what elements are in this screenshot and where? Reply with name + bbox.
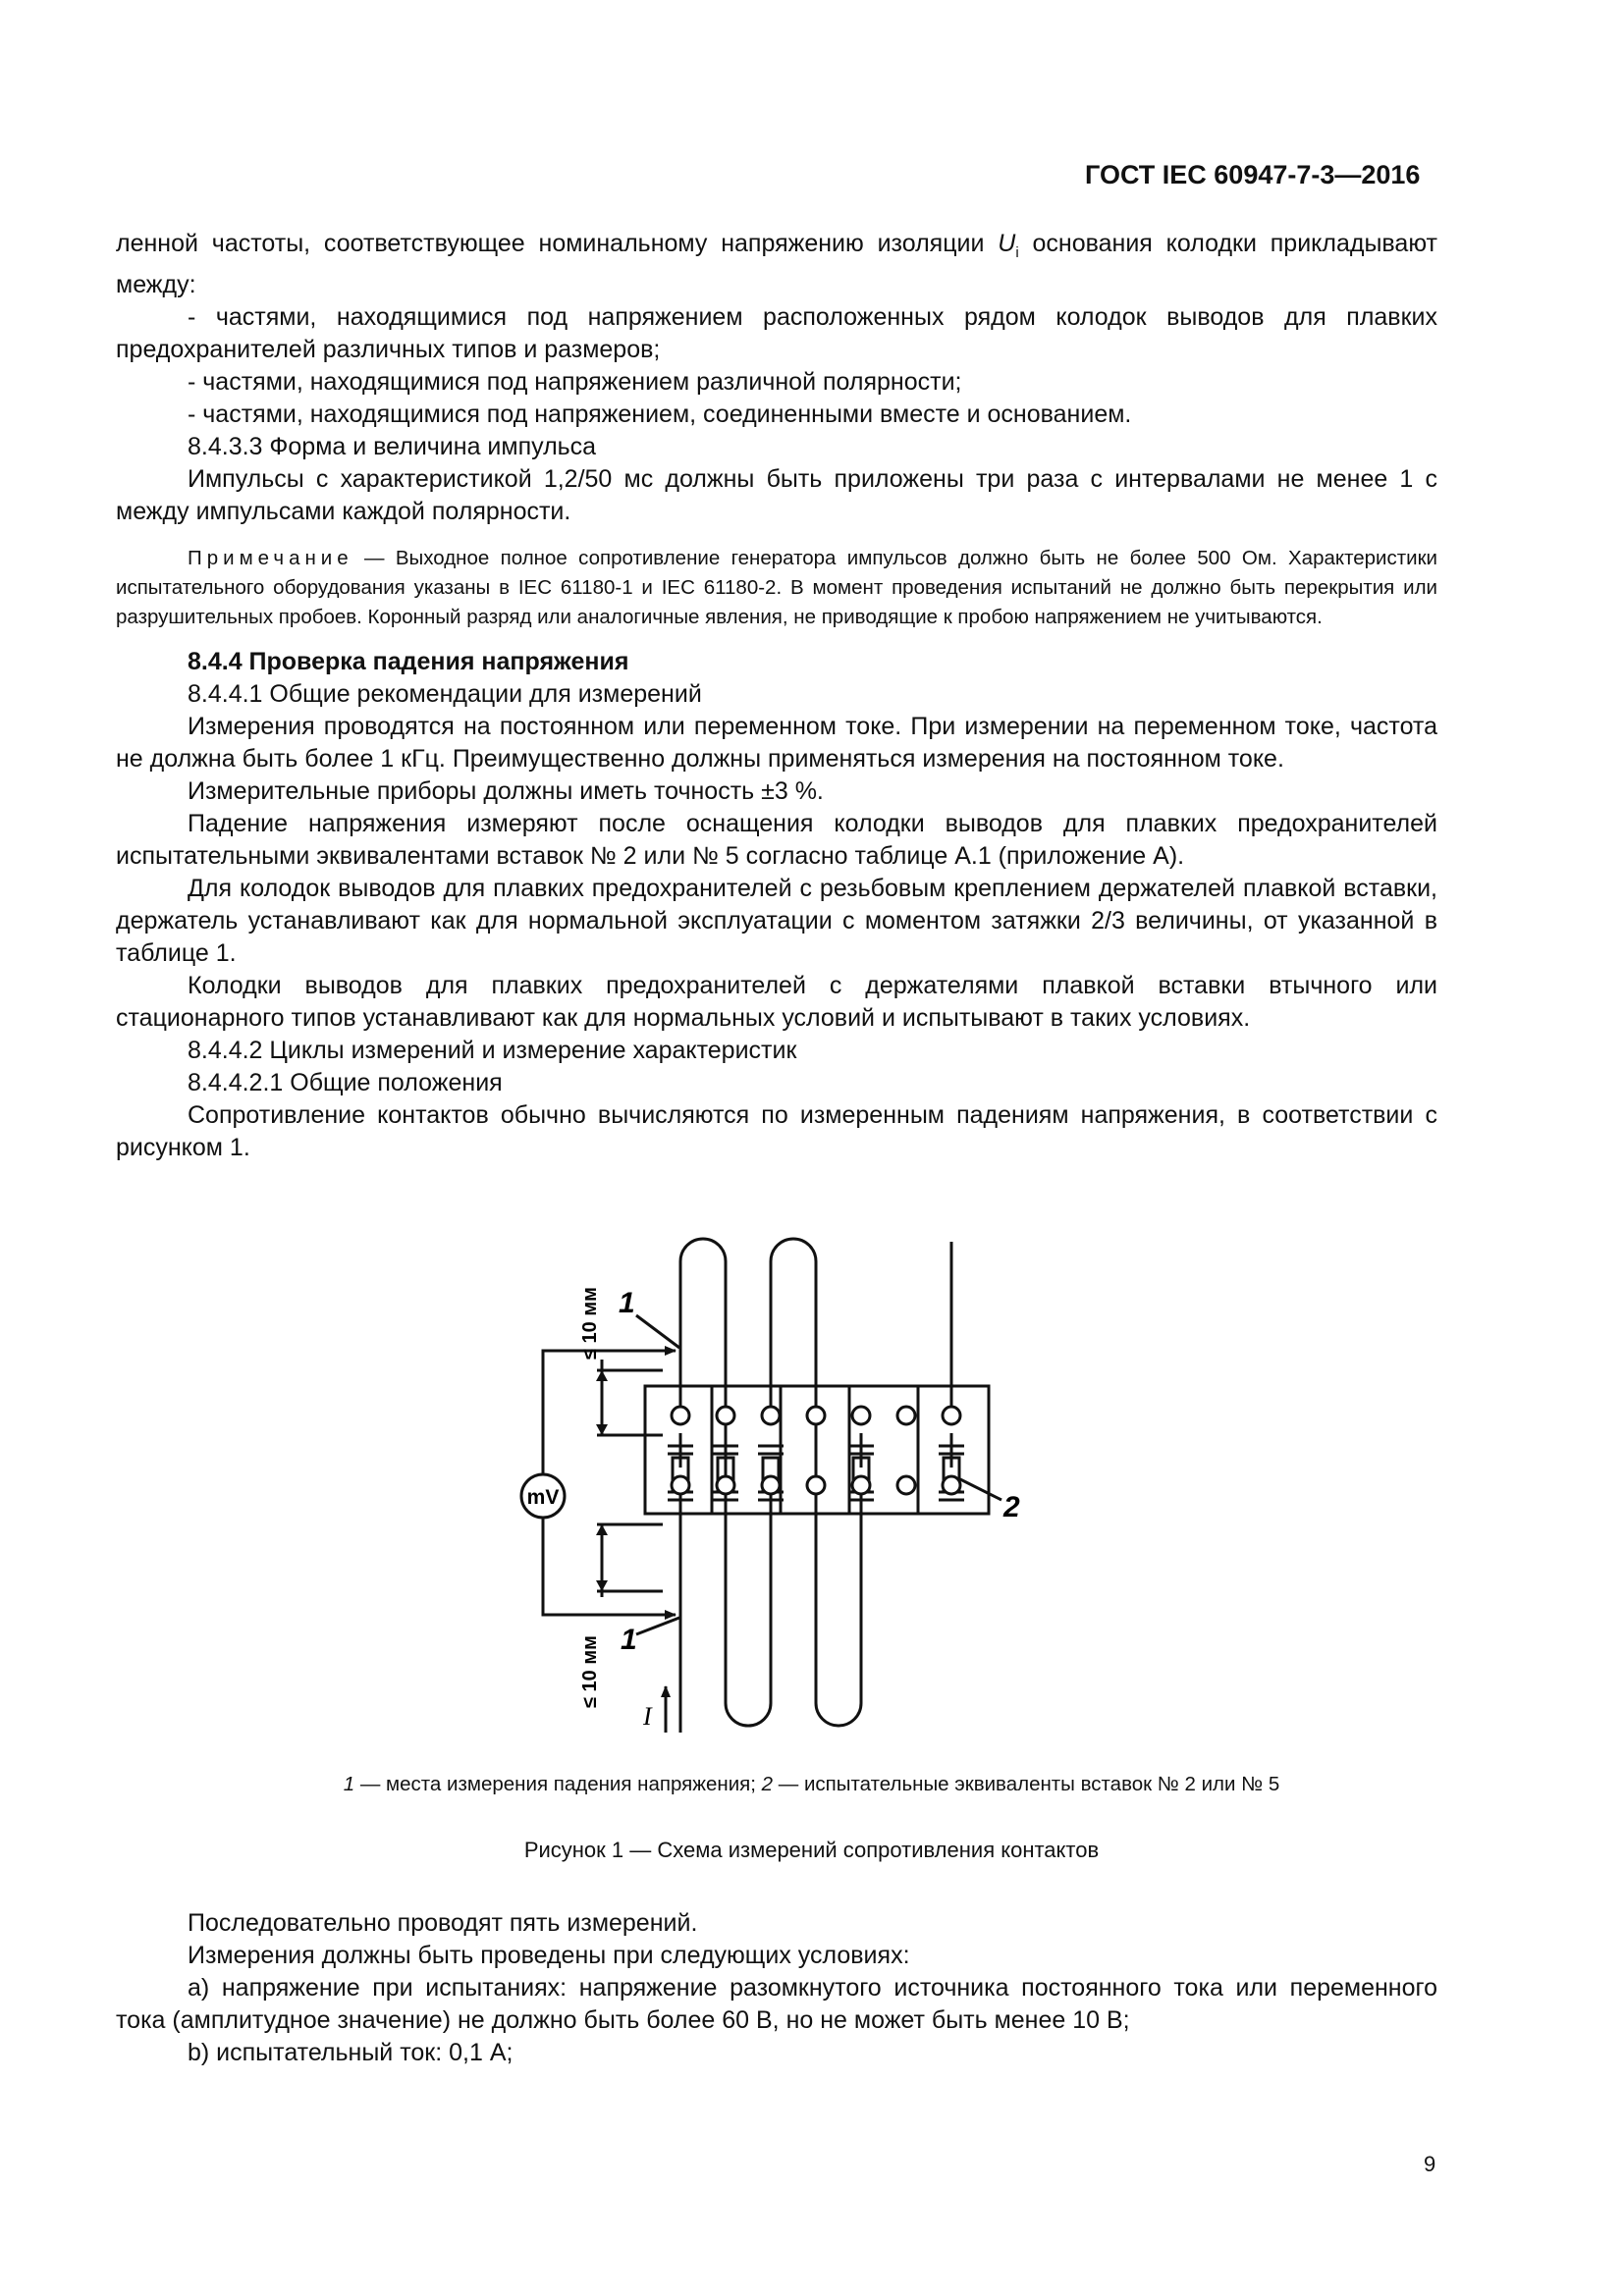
callout-2: 2 — [1003, 1491, 1020, 1523]
list-item: b) испытательный ток: 0,1 А; — [188, 2039, 514, 2066]
var-u: U — [998, 230, 1016, 257]
section-heading: 8.4.3.3 Форма и величина импульса — [188, 433, 597, 460]
paragraph: Падение напряжения измеряют после оснащения колодки выводов для плавких предохранителей испытательными эквивалентами вставок № 2 или № 5 согласно таблице А.1 (приложение А). — [116, 810, 1437, 870]
list-item: a) напряжение при испытаниях: напряжение разомкнутого источника постоянного тока или переменного тока (амплитудное значение) не должно быть более 60 В, но не может быть менее 10 В; — [116, 1974, 1437, 2034]
note-label: Примечание — [188, 547, 353, 569]
paragraph: Измерения должны быть проведены при следующих условиях: — [188, 1942, 910, 1969]
paragraph: Импульсы с характеристикой 1,2/50 мс должны быть приложены три раза с интервалами не менее 1 с между импульсами каждой полярности. — [116, 465, 1437, 525]
page-number: 9 — [1424, 2152, 1436, 2176]
var-u-sub: i — [1015, 244, 1019, 261]
note — [116, 544, 1437, 632]
document-header: ГОСТ IEC 60947-7-3—2016 — [1085, 160, 1421, 189]
main-text-continued — [116, 1907, 1437, 2069]
note-text: — Выходное полное сопротивление генератора импульсов должно быть не более 500 Ом. Характеристики испытательного оборудования указаны в IEC 61180-1 и IEC 61180-2. В момент проведения испытаний не должно быть перекрытия или разрушительных пробоев. Коронный разряд или аналогичные явления, не приводящие к пробою напряжением не учитываются. — [116, 547, 1437, 628]
list-item: - частями, находящимися под напряжением, соединенными вместе и основанием. — [188, 400, 1132, 428]
main-text — [116, 228, 1437, 1164]
dimension-label-top: ≤ 10 мм — [579, 1287, 601, 1360]
paragraph: Измерительные приборы должны иметь точность ±3 %. — [188, 777, 824, 805]
dimension-label-bottom: ≤ 10 мм — [579, 1635, 601, 1708]
section-heading: 8.4.4 Проверка падения напряжения — [188, 648, 629, 675]
list-item: - частями, находящимися под напряжением расположенных рядом колодок выводов для плавких предохранителей различных типов и размеров; — [116, 303, 1437, 363]
callout-1-bottom: 1 — [621, 1624, 637, 1656]
list-item: - частями, находящимися под напряжением различной полярности; — [188, 368, 962, 396]
section-heading: 8.4.4.2.1 Общие положения — [188, 1069, 503, 1096]
current-label: I — [643, 1702, 652, 1731]
paragraph: Сопротивление контактов обычно вычисляются по измеренным падениям напряжения, в соответствии с рисунком 1. — [116, 1101, 1437, 1161]
figure-1-diagram — [491, 1222, 1041, 1752]
callout-1-top: 1 — [619, 1287, 635, 1319]
paragraph: Измерения проводятся на постоянном или переменном токе. При измерении на переменном токе, частота не должна быть более 1 кГц. Преимущественно должны применяться измерения на постоянном токе. — [116, 713, 1437, 773]
meter-lead-bottom — [543, 1518, 676, 1615]
section-heading: 8.4.4.1 Общие рекомендации для измерений — [188, 680, 702, 708]
section-heading: 8.4.4.2 Циклы измерений и измерение характеристик — [188, 1037, 797, 1064]
figure-caption: Рисунок 1 — Схема измерений сопротивления контактов — [523, 1838, 1100, 1862]
paragraph-insulation: ленной частоты, соответствующее номинальному напряжению изоляции $U_i$ основания колодки прикладывают между: — [116, 230, 1437, 298]
meter-label: mV — [526, 1486, 560, 1509]
paragraph: Последовательно проводят пять измерений. — [188, 1909, 698, 1937]
paragraph: Колодки выводов для плавких предохранителей с держателями плавкой вставки втычного или стационарного типов устанавливают как для нормальных условий и испытывают в таких условиях. — [116, 972, 1437, 1032]
figure-legend: 1 — места измерения падения напряжения; 2 — испытательные эквиваленты вставок № 2 или № 5 — [343, 1773, 1280, 1795]
paragraph: Для колодок выводов для плавких предохранителей с резьбовым креплением держателей плавкой вставки, держатель устанавливают как для нормальной эксплуатации с моментом затяжки 2/3 величины, от указанной в таблице 1. — [116, 875, 1437, 967]
